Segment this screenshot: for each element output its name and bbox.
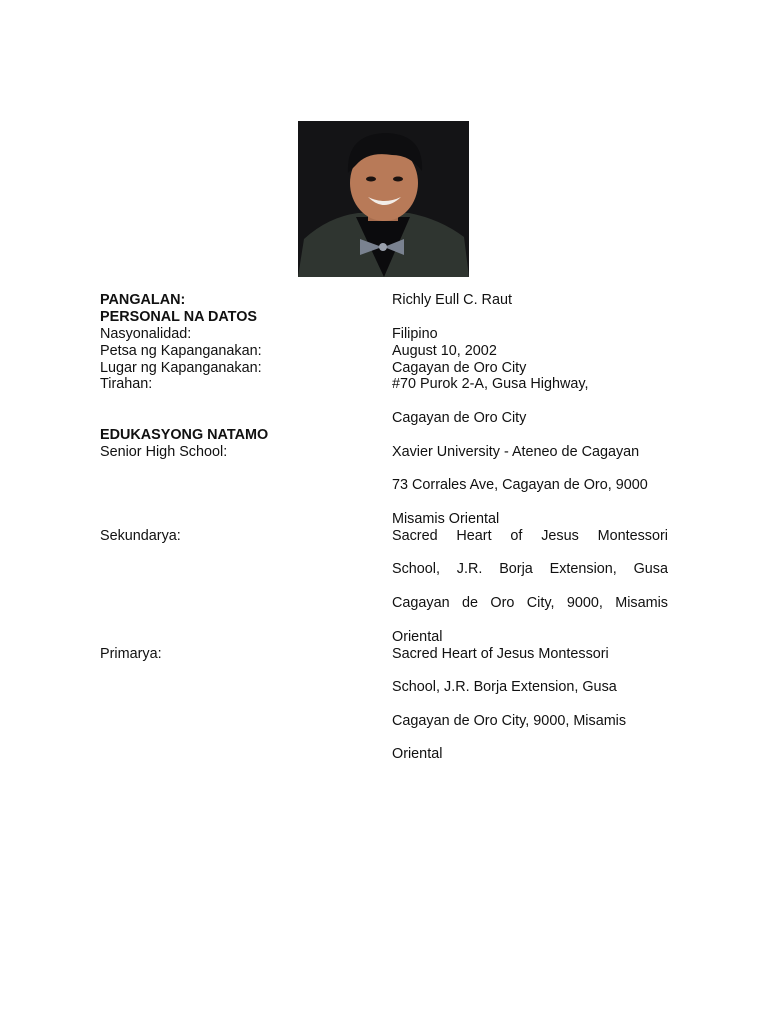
shs-row-2 bbox=[0, 477, 768, 494]
birthdate-label: Petsa ng Kapanganakan: bbox=[100, 343, 262, 359]
portrait-photo-icon bbox=[298, 121, 469, 277]
nationality-value: Filipino bbox=[392, 326, 438, 342]
address-row bbox=[0, 376, 768, 393]
shs-row bbox=[0, 444, 768, 461]
address-line-2: Cagayan de Oro City bbox=[392, 410, 527, 426]
name-label: PANGALAN: bbox=[100, 292, 186, 308]
personal-section-title-row bbox=[0, 309, 768, 326]
secondary-label: Sekundarya: bbox=[100, 528, 181, 544]
shs-line-2: 73 Corrales Ave, Cagayan de Oro, 9000 bbox=[392, 477, 648, 493]
birthplace-row bbox=[0, 360, 768, 377]
name-row bbox=[0, 292, 768, 309]
primary-line-2: School, J.R. Borja Extension, Gusa bbox=[392, 679, 617, 695]
shs-row-3 bbox=[0, 511, 768, 528]
primary-row-2 bbox=[0, 679, 768, 696]
nationality-label: Nasyonalidad: bbox=[100, 326, 192, 342]
nationality-row bbox=[0, 326, 768, 343]
birthdate-row bbox=[0, 343, 768, 360]
primary-row bbox=[0, 646, 768, 663]
education-section-title-row bbox=[0, 427, 768, 444]
secondary-line-1: Sacred Heart of Jesus Montessori bbox=[392, 528, 668, 544]
primary-line-3: Cagayan de Oro City, 9000, Misamis bbox=[392, 713, 627, 729]
primary-line-4: Oriental bbox=[392, 746, 443, 762]
secondary-line-2: School, J.R. Borja Extension, Gusa bbox=[392, 561, 668, 577]
shs-line-3: Misamis Oriental bbox=[392, 511, 500, 527]
primary-row-4 bbox=[0, 746, 768, 763]
secondary-row-2 bbox=[0, 561, 768, 578]
secondary-line-4: Oriental bbox=[392, 629, 443, 645]
primary-row-3 bbox=[0, 713, 768, 730]
secondary-row-4 bbox=[0, 629, 768, 646]
secondary-line-3: Cagayan de Oro City, 9000, Misamis bbox=[392, 595, 668, 611]
shs-label: Senior High School: bbox=[100, 444, 228, 460]
personal-section-title: PERSONAL NA DATOS bbox=[100, 309, 257, 325]
secondary-row-3 bbox=[0, 595, 768, 612]
primary-line-1: Sacred Heart of Jesus Montessori bbox=[392, 646, 609, 662]
name-value: Richly Eull C. Raut bbox=[392, 292, 512, 308]
primary-label: Primarya: bbox=[100, 646, 162, 662]
address-line-1: #70 Purok 2-A, Gusa Highway, bbox=[392, 376, 589, 392]
education-section-title: EDUKASYONG NATAMO bbox=[100, 427, 269, 443]
address-row-2 bbox=[0, 410, 768, 427]
portrait-photo bbox=[298, 121, 469, 277]
birthplace-value: Cagayan de Oro City bbox=[392, 360, 527, 376]
shs-line-1: Xavier University - Ateneo de Cagayan bbox=[392, 444, 640, 460]
address-label: Tirahan: bbox=[100, 376, 153, 392]
birthplace-label: Lugar ng Kapanganakan: bbox=[100, 360, 262, 376]
secondary-row bbox=[0, 528, 768, 545]
birthdate-value: August 10, 2002 bbox=[392, 343, 497, 359]
